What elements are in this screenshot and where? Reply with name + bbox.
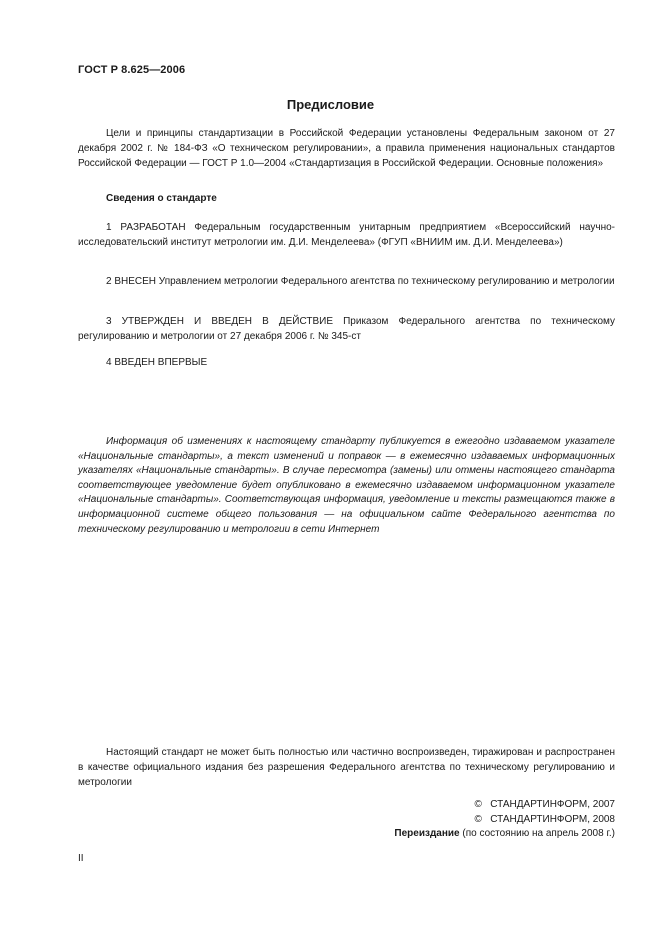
copyright-holder: СТАНДАРТИНФОРМ, 2007: [490, 799, 615, 810]
copyright-symbol: ©: [474, 799, 482, 810]
copyright-holder: СТАНДАРТИНФОРМ, 2008: [490, 814, 615, 825]
info-item-2: 2 ВНЕСЕН Управлением метрологии Федерального агентства по техническому регулированию и метрологии: [106, 276, 615, 287]
standard-info-heading: Сведения о стандарте: [106, 193, 217, 204]
info-item-4: 4 ВВЕДЕН ВПЕРВЫЕ: [106, 357, 208, 368]
reissue-date: (по состоянию на апрель 2008 г.): [462, 828, 615, 839]
copyright-line-2008: [474, 814, 615, 825]
reissue-label: Переиздание: [394, 828, 460, 839]
info-item-1: 1 РАЗРАБОТАН Федеральным государственным унитарным предприятием «Всероссийский научно-исследовательский институт метрологии им. Д.И. Менделеева» (ФГУП «ВНИИМ им. Д.И. Менделеева»): [78, 222, 615, 248]
copyright-symbol: ©: [474, 814, 482, 825]
copyright-line-2007: [474, 799, 615, 810]
copyright-notice-paragraph: Настоящий стандарт не может быть полностью или частично воспроизведен, тиражирован и распространен в качестве официального издания без разрешения Федерального агентства по техническому регулированию и метрологии: [78, 747, 615, 788]
page-number: II: [78, 853, 84, 864]
reissue-line: [394, 828, 615, 839]
preface-title: Предисловие: [286, 97, 375, 112]
document-code-header: ГОСТ Р 8.625—2006: [78, 64, 186, 76]
changes-notice-paragraph: Информация об изменениях к настоящему стандарту публикуется в ежегодно издаваемом указателе «Национальные стандарты», а текст изменений и поправок — в ежемесячно издаваемых информационных указателях «Национальные стандарты». В случае пересмотра (замены) или отмены настоящего стандарта соответствующее уведомление будет опубликовано в ежемесячно издаваемом информационном указателе «Национальные стандарты». Соответствующая информация, уведомление и тексты размещаются также в информационной системе общего пользования — на официальном сайте Федерального агентства по техническому регулированию и метрологии в сети Интернет: [78, 436, 615, 535]
intro-paragraph: Цели и принципы стандартизации в Российской Федерации установлены Федеральным законом от 27 декабря 2002 г. № 184-ФЗ «О техническом регулировании», а правила применения национальных стандартов Российской Федерации — ГОСТ Р 1.0—2004 «Стандартизация в Российской Федерации. Основные положения»: [78, 128, 615, 169]
info-item-3: 3 УТВЕРЖДЕН И ВВЕДЕН В ДЕЙСТВИЕ Приказом Федерального агентства по техническому регулированию и метрологии от 27 декабря 2006 г. № 345-ст: [78, 316, 615, 342]
